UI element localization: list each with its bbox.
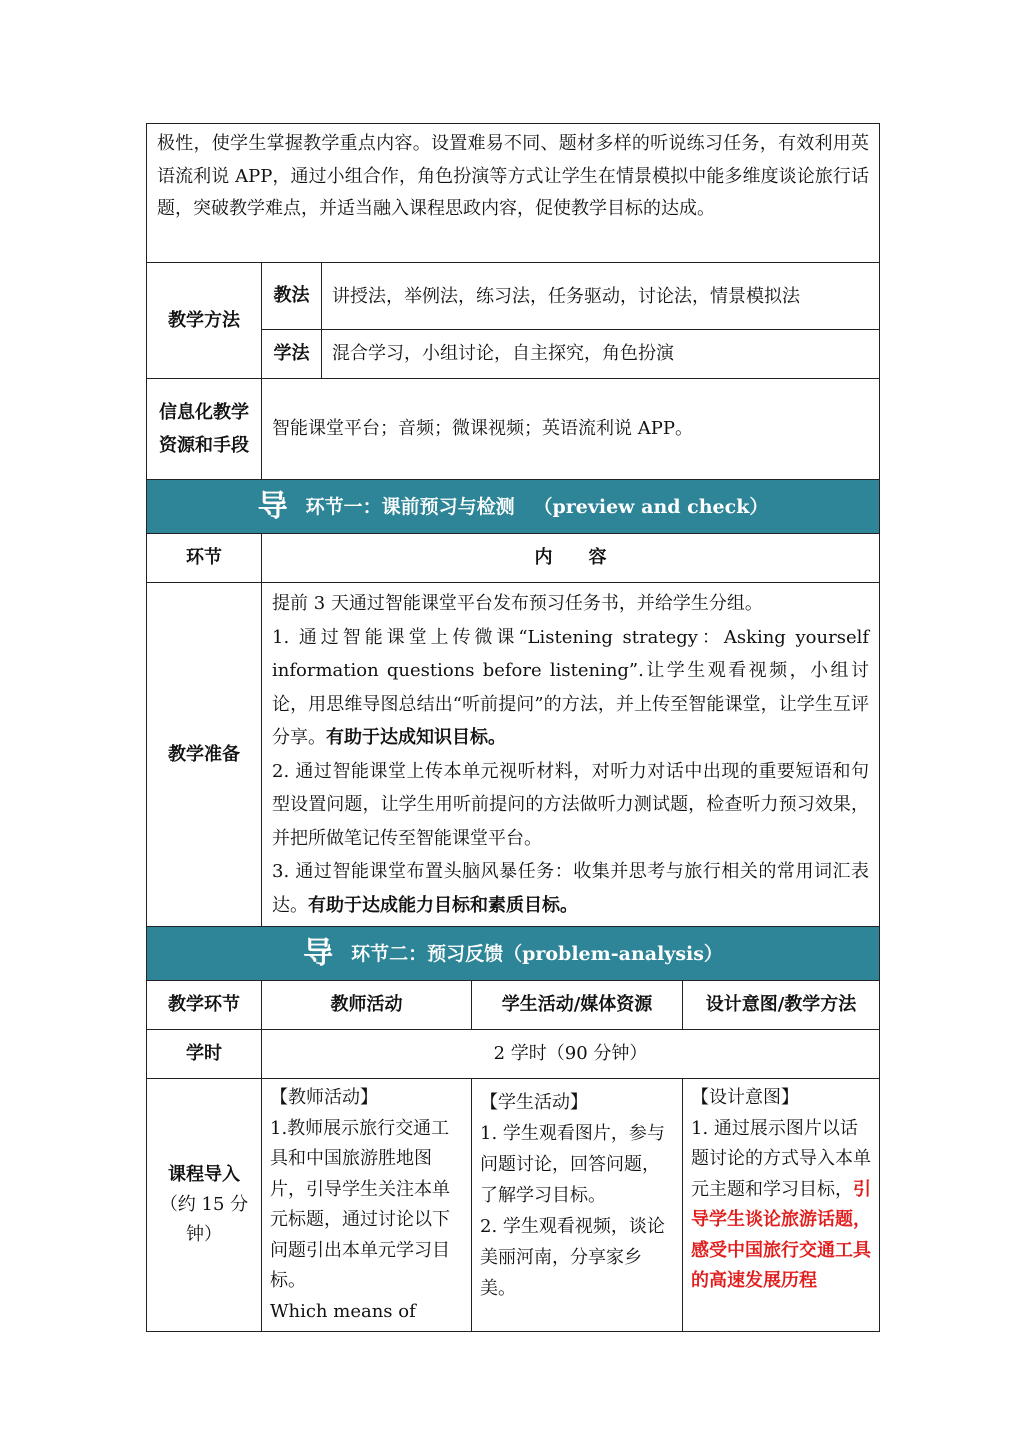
prep-p1-bold: 有助于达成知识目标。 [326,727,506,748]
learning-method-value: 混合学习，小组讨论，自主探究，角色扮演 [322,330,880,379]
hours-label: 学时 [147,1030,262,1079]
teacher-activity-title: 【教师活动】 [270,1087,378,1108]
methods-label: 教学方法 [147,263,262,379]
student-activity-title: 【学生活动】 [480,1092,588,1113]
intro-stage-cell [147,1079,262,1332]
student-activity-cell [472,1079,683,1332]
prep-p0: 提前 3 天通过智能课堂平台发布预习任务书，并给学生分组。 [272,593,763,614]
student-activity-p1: 1. 学生观看图片，参与问题讨论，回答问题，了解学习目标。 [480,1123,665,1206]
design-intent-text: 1. 通过展示图片以话题讨论的方式导入本单元主题和学习目标， [691,1117,871,1200]
prep-p3 [272,855,869,922]
prep-p1-text: 1. 通过智能课堂上传微课“Listening strategy：Asking yourself information questions before listening”.让学生观看视频，小组讨论，用思维导图总结出“听前提问”的方法，并上传至智能课堂，让学生互评分享。 [272,626,870,748]
intro-stage-label: 课程导入 [168,1164,240,1185]
section-one-col1: 环节 [147,534,262,583]
section-two-title: 环节二：预习反馈 [351,942,504,965]
hours-value: 2 学时（90 分钟） [262,1030,880,1079]
prep-p2: 2. 通过智能课堂上传本单元视听材料，对听力对话中出现的重要短语和句型设置问题，让学生用听前提问的方法做听力测试题，检查听力预习效果，并把所做笔记传至智能课堂平台。 [272,760,870,849]
section-one-glyph: 导 [257,488,288,524]
design-intent-title: 【设计意图】 [691,1087,799,1108]
teaching-method-value: 讲授法，举例法，练习法，任务驱动，讨论法，情景模拟法 [322,263,880,330]
teacher-activity-cell [262,1079,472,1332]
header-student: 学生活动/媒体资源 [472,981,683,1030]
section-one-col2: 内 容 [262,534,880,583]
teacher-activity-text: 1.教师展示旅行交通工具和中国旅游胜地图片，引导学生关注本单元标题，通过讨论以下问题引出本单元学习目标。 [270,1117,450,1291]
header-teacher: 教师活动 [262,981,472,1030]
intro-stage-duration: （约 15 分钟） [159,1194,249,1245]
prep-content [262,583,880,927]
resources-value: 智能课堂平台；音频；微课视频；英语流利说 APP。 [262,379,880,480]
section-one-banner [147,480,880,534]
teaching-method-label: 教法 [262,263,322,330]
prep-p3-text: 3. 通过智能课堂布置头脑风暴任务：收集并思考与旅行相关的常用词汇表达。 [272,861,870,916]
student-activity-p2: 2. 学生观看视频，谈论美丽河南，分享家乡美。 [480,1216,665,1299]
section-one-title: 环节一：课前预习与检测 [305,495,515,518]
design-intent-body [691,1114,871,1297]
lesson-plan-table [146,123,880,1332]
design-intent-cell [683,1079,880,1332]
resources-label: 信息化教学资源和手段 [147,379,262,480]
prep-p3-bold: 有助于达成能力目标和素质目标。 [308,894,578,916]
learning-method-label: 学法 [262,330,322,379]
teacher-activity-en: Which means of [270,1300,416,1322]
section-one-subtitle: （preview and check） [533,495,769,518]
header-design: 设计意图/教学方法 [683,981,880,1030]
prep-label: 教学准备 [147,583,262,927]
section-two-glyph: 导 [303,935,334,971]
intro-paragraph: 极性，使学生掌握教学重点内容。设置难易不同、题材多样的听说练习任务，有效利用英语流利说 APP，通过小组合作，角色扮演等方式让学生在情景模拟中能多维度谈论旅行话题，突破教学难点，并适当融入课程思政内容，促使教学目标的达成。 [147,124,880,263]
prep-p1 [272,621,869,755]
section-two-subtitle: （problem-analysis） [503,942,723,965]
header-stage: 教学环节 [147,981,262,1030]
section-two-banner [147,927,880,981]
document-page [146,123,879,1332]
design-intent-red: 引导学生谈论旅游话题，感受中国旅行交通工具的高速发展历程 [691,1178,871,1291]
